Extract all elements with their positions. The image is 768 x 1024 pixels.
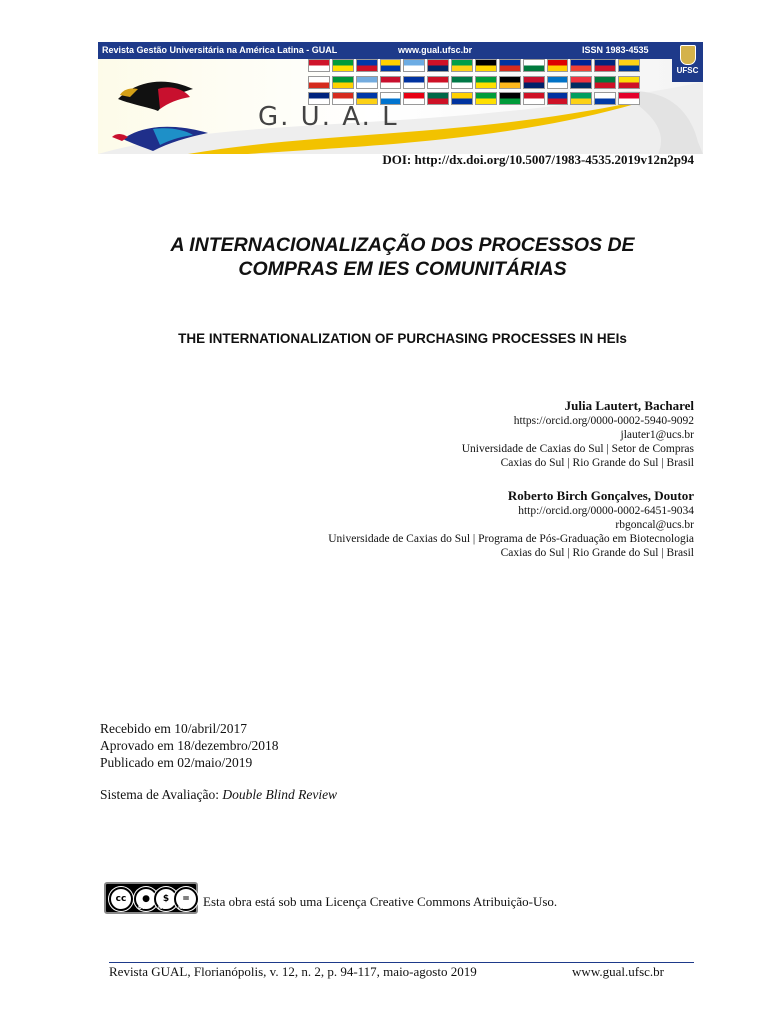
flag-icon	[356, 76, 378, 89]
article-title	[100, 233, 705, 281]
flag-icon	[332, 76, 354, 89]
publication-dates	[100, 720, 278, 771]
flag-icon	[380, 76, 402, 89]
nc-label: NC	[158, 905, 166, 911]
flag-icon	[380, 59, 402, 72]
flag-icon	[308, 59, 330, 72]
journal-issn: ISSN 1983-4535	[582, 45, 649, 55]
flag-icon	[475, 59, 497, 72]
author-block	[328, 488, 694, 560]
by-label: BY	[138, 905, 146, 911]
creative-commons-badge[interactable]	[104, 882, 198, 914]
flag-icon	[570, 76, 592, 89]
flag-icon	[451, 59, 473, 72]
flag-icon	[427, 76, 449, 89]
ufsc-label: UFSC	[676, 66, 699, 75]
footer-divider	[109, 962, 694, 963]
title-line-2: COMPRAS EM IES COMUNITÁRIAS	[238, 258, 567, 280]
author-orcid[interactable]: https://orcid.org/0000-0002-5940-9092	[513, 415, 694, 427]
author-name: Julia Lautert, Bacharel	[564, 398, 694, 413]
journal-name: Revista Gestão Universitária na América Latina - GUAL	[102, 45, 338, 55]
flags-collage	[308, 59, 640, 107]
flag-icon	[451, 92, 473, 105]
author-email[interactable]: rbgoncal@ucs.br	[615, 519, 694, 531]
author-orcid[interactable]: http://orcid.org/0000-0002-6451-9034	[518, 505, 694, 517]
flag-icon	[475, 76, 497, 89]
nd-label: ND	[178, 905, 187, 911]
published-date: Publicado em 02/maio/2019	[100, 755, 253, 770]
footer-website[interactable]: www.gual.ufsc.br	[572, 964, 664, 979]
author-email[interactable]: jlauter1@ucs.br	[620, 429, 694, 441]
flag-icon	[547, 76, 569, 89]
flag-icon	[594, 92, 616, 105]
flag-icon	[594, 59, 616, 72]
flag-icon	[499, 92, 521, 105]
flag-icon	[451, 76, 473, 89]
flag-icon	[403, 59, 425, 72]
ufsc-logo	[672, 42, 703, 82]
review-system	[100, 787, 337, 803]
flag-icon	[618, 59, 640, 72]
journal-website[interactable]: www.gual.ufsc.br	[398, 45, 473, 55]
received-date: Recebido em 10/abril/2017	[100, 721, 247, 736]
flag-icon	[332, 59, 354, 72]
noderivatives-icon: =	[174, 887, 198, 911]
flag-icon	[523, 92, 545, 105]
flag-icon	[570, 92, 592, 105]
author-affiliation: Universidade de Caxias do Sul | Setor de Compras	[461, 443, 694, 455]
flag-icon	[499, 59, 521, 72]
review-value: Double Blind Review	[222, 787, 338, 802]
approved-date: Aprovado em 18/dezembro/2018	[100, 738, 279, 753]
cc-icon: cc	[109, 887, 133, 911]
author-affiliation: Universidade de Caxias do Sul | Programa de Pós-Graduação em Biotecnologia	[328, 533, 694, 545]
flag-icon	[570, 59, 592, 72]
article-subtitle-english: THE INTERNATIONALIZATION OF PURCHASING PROCESSES IN HEIs	[178, 331, 627, 346]
flag-icon	[499, 76, 521, 89]
flag-icon	[308, 76, 330, 89]
flag-icon	[427, 92, 449, 105]
flag-icon	[427, 59, 449, 72]
author-name: Roberto Birch Gonçalves, Doutor	[507, 488, 694, 503]
flag-icon	[403, 92, 425, 105]
author-location: Caxias do Sul | Rio Grande do Sul | Brasil	[500, 457, 694, 469]
license-text[interactable]: Esta obra está sob uma Licença Creative Commons Atribuição-Uso.	[203, 894, 558, 909]
flag-icon	[356, 59, 378, 72]
flag-icon	[618, 76, 640, 89]
flag-icon	[403, 76, 425, 89]
flag-icon	[594, 76, 616, 89]
title-line-1: A INTERNACIONALIZAÇÃO DOS PROCESSOS DE	[170, 234, 635, 256]
attribution-icon: ●	[134, 887, 158, 911]
review-label: Sistema de Avaliação:	[100, 787, 223, 802]
macaws-illustration	[98, 59, 238, 154]
author-location: Caxias do Sul | Rio Grande do Sul | Brasil	[500, 547, 694, 559]
flag-icon	[523, 76, 545, 89]
flag-icon	[618, 92, 640, 105]
flag-icon	[547, 59, 569, 72]
journal-banner	[98, 42, 703, 154]
flag-icon	[547, 92, 569, 105]
banner-topbar	[98, 42, 672, 59]
footer-citation: Revista GUAL, Florianópolis, v. 12, n. 2, p. 94-117, maio-agosto 2019	[109, 964, 477, 979]
flag-icon	[523, 59, 545, 72]
flag-icon	[475, 92, 497, 105]
gual-logo-text: G. U. A. L	[258, 102, 399, 132]
author-block	[462, 398, 694, 470]
doi-link[interactable]: DOI: http://dx.doi.org/10.5007/1983-4535.2019v12n2p94	[382, 152, 694, 167]
noncommercial-icon: $	[154, 887, 178, 911]
ufsc-crest-icon	[680, 45, 696, 65]
